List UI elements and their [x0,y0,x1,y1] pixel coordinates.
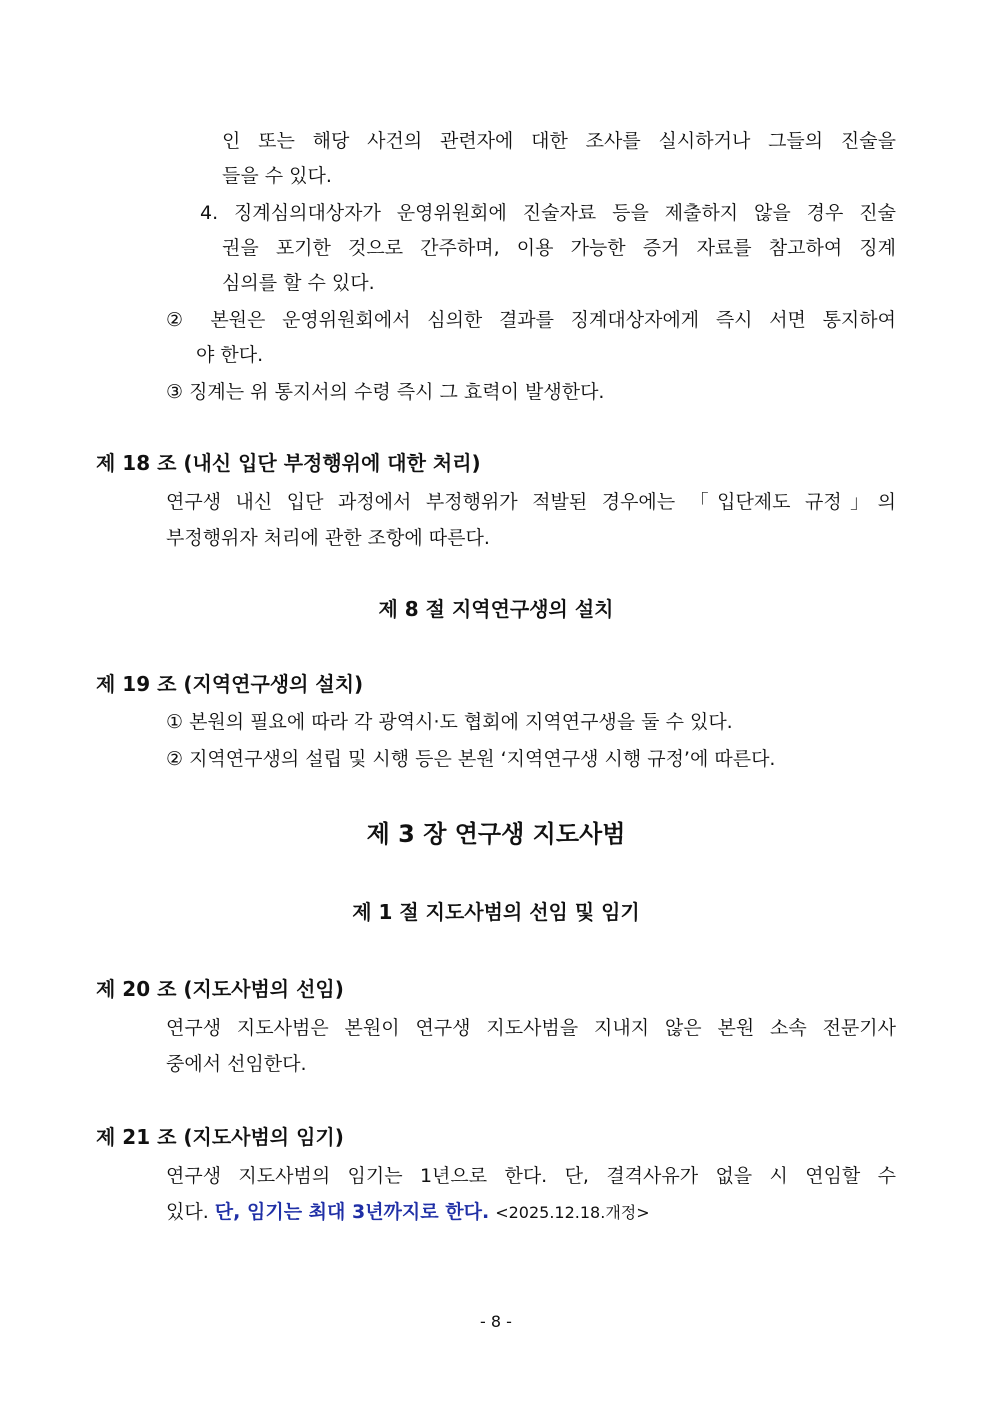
body-line: 들을 수 있다. [222,165,332,187]
amendment-date: <2025.12.18.개정> [495,1203,650,1222]
article-heading: 제 21 조 (지도사범의 임기) [96,1125,344,1149]
list-item: ③ 징계는 위 통지서의 수령 즉시 그 효력이 발생한다. [166,381,605,403]
amended-text: 단, 임기는 최대 3년까지로 한다. [214,1201,490,1223]
chapter-heading: 제 3 장 연구생 지도사범 [366,820,626,848]
list-item: 4. 징계심의대상자가 운영위원회에 진술자료 등을 제출하지 않을 경우 진술 [200,202,896,224]
body-line: 심의를 할 수 있다. [222,272,375,294]
list-item: ① 본원의 필요에 따라 각 광역시·도 협회에 지역연구생을 둘 수 있다. [166,711,733,733]
article-body-line: 연구생 내신 입단 과정에서 부정행위가 적발된 경우에는 「입단제도 규정」의 [166,491,896,513]
article-body-line [166,1200,650,1225]
section-heading: 제 8 절 지역연구생의 설치 [378,597,614,621]
list-item: ② 지역연구생의 설립 및 시행 등은 본원 ‘지역연구생 시행 규정’에 따른다. [166,748,776,770]
body-text: 있다. [166,1201,209,1223]
body-line: 인 또는 해당 사건의 관련자에 대한 조사를 실시하거나 그들의 진술을 [222,130,896,152]
article-heading: 제 20 조 (지도사범의 선임) [96,977,344,1001]
article-body-line: 부정행위자 처리에 관한 조항에 따른다. [166,527,490,549]
list-item: ② 본원은 운영위원회에서 심의한 결과를 징계대상자에게 즉시 서면 통지하여 [166,309,896,331]
body-line: 권을 포기한 것으로 간주하며, 이용 가능한 증거 자료를 참고하여 징계 [222,237,896,259]
page-number: - 8 - [480,1312,512,1331]
article-body-line: 연구생 지도사범은 본원이 연구생 지도사범을 지내지 않은 본원 소속 전문기사 [166,1017,896,1039]
article-body-line: 중에서 선임한다. [166,1053,307,1075]
body-line: 야 한다. [196,344,264,366]
section-heading: 제 1 절 지도사범의 선임 및 임기 [352,900,640,924]
article-heading: 제 18 조 (내신 입단 부정행위에 대한 처리) [96,451,481,475]
article-body-line: 연구생 지도사범의 임기는 1년으로 한다. 단, 결격사유가 없을 시 연임할 수 [166,1165,896,1187]
article-heading: 제 19 조 (지역연구생의 설치) [96,672,364,696]
